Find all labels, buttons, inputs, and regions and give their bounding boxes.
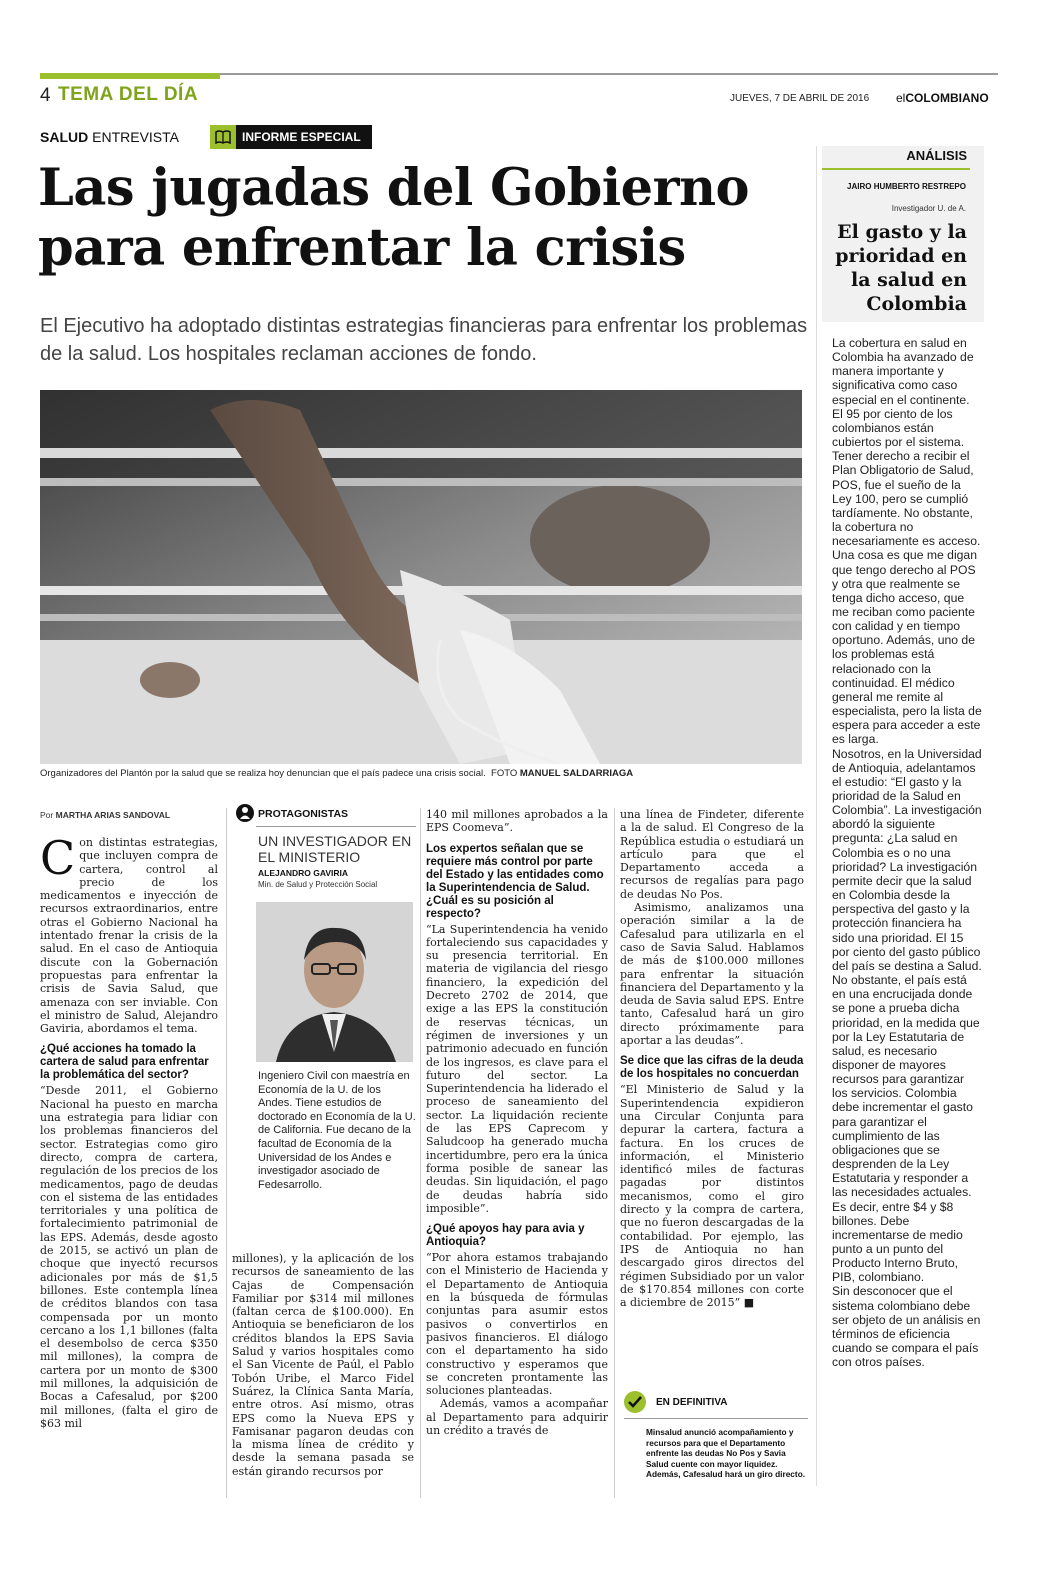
kicker (40, 129, 179, 145)
header-accent-bar (40, 73, 220, 79)
newspaper-title: COLOMBIANO (905, 91, 989, 105)
deck: El Ejecutivo ha adoptado distintas estrategias financieras para enfrentar los problemas de la salud. Los hospitales reclaman acciones de fondo. (40, 315, 808, 365)
issue-date: JUEVES, 7 DE ABRIL DE 2016 (730, 93, 870, 104)
kicker-type: ENTREVISTA (92, 129, 179, 145)
analisis-author-role: Investigador U. de A. (891, 204, 966, 213)
protagonistas-rule (256, 826, 416, 827)
answer-2: “La Superintendencia ha venido fortaleciendo sus capacidades y su presencia territorial. En materia de vigilancia del riesgo financiero, la expedición del Decreto 2702 de 2014, que exige a las EPS la constitución de reservas técnicas, un régimen de inversiones y un patrimonio adecuado en función de los ingresos, es clave para el futuro del sector. La Superintendencia ha liderado el proceso de saneamiento del sector. La liquidación reciente de las EPS Caprecom y Saludcoop ha generado mucha incertidumbre, pero era la única forma posible de sanear las deudas. Sin liquidación, el pago de deudas habría sido imposible”. (426, 922, 608, 1215)
check-icon (624, 1391, 646, 1413)
protagonist-bio: Ingeniero Civil con maestría en Economía de la U. de los Andes. Tiene estudios de doctorado en Economía de la U. de California. Fue decano de la facultad de Economía de la Universidad de los Andes e investigador asociado de Fedesarrollo. (258, 1070, 416, 1191)
credit-name: MANUEL SALDARRIAGA (519, 768, 634, 779)
answer-3: “Por ahora estamos trabajando con el Ministerio de Hacienda y el Departamento de Antioquia en la búsqueda de fórmulas conjuntas para asumir estos pasivos o convertirlos en pasivos financieros. El diálogo con el departamento ha sido constructivo y esperamos que se concreten prontamente las soluciones planteadas. (426, 1251, 608, 1398)
question-3: ¿Qué apoyos hay para avia y Antioquia? (426, 1223, 585, 1249)
section-title: TEMA DEL DÍA (58, 84, 199, 105)
analisis-paragraph-3: No obstante, el país está en una encrucijada donde se pone a prueba dicha prioridad, en la medida que por la Ley Estatutaria de salud, es necesario disponer de mayores recursos para garantizar los servicios. Colombia debe incrementar el gasto para garantizar el cumplimiento de las obligaciones que se desprenden de la Ley Estatutaria y responder a las necesidades actuales. Es decir, entre $4 y $8 billones. Debe incrementarse de medio punto a un punto del Producto Interno Bruto, PIB, colombiano. (832, 973, 980, 1285)
protagonistas-headline: UN INVESTIGADOR EN EL MINISTERIO (258, 833, 412, 865)
protagonist-photo (256, 902, 413, 1062)
newspaper-name (896, 91, 989, 105)
person-icon (236, 804, 254, 822)
article-column-4 (620, 808, 804, 1309)
kicker-category: SALUD (40, 129, 89, 145)
column-divider (420, 808, 421, 1498)
en-definitiva-title: EN DEFINITIVA (656, 1397, 728, 1408)
book-icon (210, 125, 236, 149)
answer-3-continued: una línea de Findeter, diferente a la de salud. El Congreso de la República estudia o estudiará un artículo para que el Departamento acceda a recursos de regalías para pago de deudas No Pos. (620, 808, 804, 901)
analisis-paragraph-1: La cobertura en salud en Colombia ha avanzado de manera importante y significativa como caso especial en el continente. El 95 por ciento de los colombianos están cubiertos por el sistema. Tener derecho a recibir el Plan Obligatorio de Salud, POS, fue el sueño de la Ley 100, pero se cumplió tardíamente. No obstante, la cobertura no necesariamente es acceso. Una cosa es que me digan que tengo derecho al POS y otra que realmente se tenga dicho acceso, que me reciban como paciente con calidad y en tiempo oportuno. Además, uno de los problemas está relacionado con la continuidad. El médico general me remite al especialista, pero la lista de espera para acceder a este es larga. (832, 336, 982, 747)
column-divider (614, 808, 615, 1498)
analisis-label: ANÁLISIS (906, 148, 967, 163)
sidebar-divider (816, 146, 817, 1486)
informe-especial-badge (210, 125, 372, 149)
analisis-title: El gasto y la prioridad en la salud en Colombia (835, 221, 967, 315)
caption-text: Organizadores del Plantón por la salud que se realiza hoy denuncian que el país padece una crisis social. (40, 768, 486, 779)
main-photo (40, 390, 802, 764)
protagonistas-title: PROTAGONISTAS (258, 808, 349, 820)
answer-4: “El Ministerio de Salud y la Superintendencia expidieron una Circular Conjunta para depurar la cartera, factura a factura. En los cruces de información, el Ministerio identificó miles de facturas pagadas por distintos mecanismos, como el giro directo y la compra de cartera, que no fueron descargadas de la contabilidad. Por ejemplo, las IPS de Antioquia no han descargado giros directos del régimen Subsidiado por un valor de $170.854 millones con corte a diciembre de 2015” ■ (620, 1083, 804, 1310)
credit-label: FOTO (491, 768, 518, 779)
protagonist-name: ALEJANDRO GAVIRIA (258, 868, 349, 878)
photo-caption (40, 768, 802, 779)
question-1: ¿Qué acciones ha tomado la cartera de salud para enfrentar la problemática del sector? (40, 1043, 209, 1082)
answer-3b: Además, vamos a acompañar al Departamento para adquirir un crédito a través de (426, 1397, 608, 1437)
portrait-image (256, 902, 413, 1062)
analisis-rule (822, 168, 970, 170)
en-definitiva-text: Minsalud anunció acompañamiento y recursos para que el Departamento enfrente las deudas No Pos y Savia Salud cuente con mayor liquidez. Además, Cafesalud hará un giro directo. (646, 1427, 806, 1479)
dropcap: C (40, 831, 76, 885)
badge-label: INFORME ESPECIAL (242, 130, 361, 144)
headline-line-1: Las jugadas del Gobierno (38, 158, 750, 218)
answer-1-continued: millones), y la aplicación de los recursos de saneamiento de las Cajas de Compensación Familiar por $314 mil millones (faltan cerca de $100.000). En Antioquia se beneficiaron de los créditos blandos la EPS Savia Salud y varios hospitales como el San Vicente de Paúl, el Pablo Tobón Uribe, el Marco Fidel Suárez, la Clínica Santa María, entre otros. Así mismo, otras EPS como la Nueva EPS y Famisanar pagaron deudas con la misma línea de crédito y desde la semana pasada se están girando recursos por (232, 1252, 414, 1478)
article-intro: on distintas estrategias, que incluyen compra de cartera, control al precio de los medicamentos e inyección de recursos extraordinarios, entre otras el Gobierno Nacional ha intentado frenar la crisis de la salud. En el caso de Antioquia discute con la Gobernación propuestas para enfrentar la crisis de Savia Salud, que amenaza con ser inviable. Con el ministro de Salud, Alejandro Gaviria, abordamos el tema. (40, 836, 218, 1036)
analisis-author: JAIRO HUMBERTO RESTREPO (847, 182, 966, 191)
byline-author: MARTHA ARIAS SANDOVAL (55, 810, 171, 820)
article-column-3 (426, 808, 608, 1437)
analisis-paragraph-2: Nosotros, en la Universidad de Antioquia, adelantamos el estudio: “El gasto y la prioridad de la Salud en Colombia”. La investigación abordó la siguiente pregunta: ¿La salud en Colombia es o no una prioridad? La investigación permite decir que la salud en Colombia desde la perspectiva del gasto y la protección financiera ha sido una prioridad. El 15 por ciento del gasto público del país se destina a Salud. (832, 746, 982, 973)
protagonist-role: Min. de Salud y Protección Social (258, 880, 378, 889)
analisis-body (832, 336, 982, 1369)
headline (38, 158, 818, 278)
hospital-patient-image (40, 390, 802, 764)
byline-prefix: Por (40, 810, 54, 820)
headline-line-2: para enfrentar la crisis (38, 218, 686, 278)
answer-1-end: 140 mil millones aprobados a la EPS Coomeva”. (426, 808, 608, 835)
en-definitiva-rule (624, 1418, 808, 1419)
article-column-1 (40, 831, 218, 1430)
newspaper-prefix: el (896, 91, 906, 105)
column-divider (226, 808, 227, 1498)
article-column-2 (232, 1252, 414, 1478)
question-2: Los expertos señalan que se requiere más control por parte del Estado y las entidades como la Superintendencia de Salud. ¿Cuál es su posición al respecto? (426, 842, 604, 920)
page-number: 4 (40, 85, 51, 106)
byline (40, 810, 170, 820)
analisis-paragraph-4: Sin desconocer que el sistema colombiano debe ser objeto de un análisis en términos de eficiencia cuando se compara el país con otros países. (832, 1284, 981, 1370)
answer-1: “Desde 2011, el Gobierno Nacional ha puesto en marcha una estrategia para lidiar con los problemas financieros del sector. Estrategias como giro directo, compra de cartera, regulación de los precios de los medicamentos, pago de deudas con el sistema de las entidades territoriales y una política de fortalecimiento patrimonial de las EPS. Además, desde agosto de 2015, se activó un plan de choque que inyectó recursos adicionales por más de $1,5 billones. Este contempla línea de créditos blandos con tasa compensada por un monto cercano a los 1,1 billones (falta el desembolso de cerca $350 mil millones), la compra de cartera por un monto de $300 mil millones, la adquisición de Bocas a Cafesalud, por $200 mil millones, (falta el giro de $63 mil (40, 1084, 218, 1430)
question-4: Se dice que las cifras de la deuda de los hospitales no concuerdan (620, 1055, 804, 1081)
answer-3-p2: Asimismo, analizamos una operación similar a la de Cafesalud para utilizarla en el caso de Savia Salud. Hablamos de más de $100.000 millones para enfrentar la situación financiera del Departamento y la deuda de Savia salud EPS. Entre tanto, Cafesalud hará un giro directo próximamente para aportar a las deudas”. (620, 901, 804, 1048)
